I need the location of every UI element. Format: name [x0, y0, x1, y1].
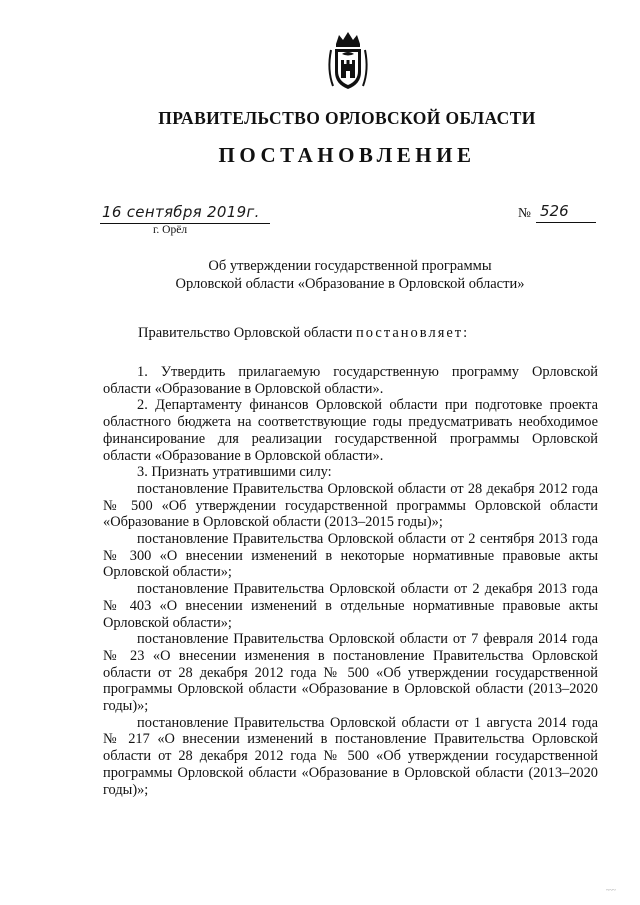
- orel-coat-of-arms-icon: [325, 30, 371, 92]
- paragraph: постановление Правительства Орловской области от 7 февраля 2014 года № 23 «О внесении изменения в постановление Правительства Орловской области от 28 декабря 2012 года № 500 «Об утверждении государственной программы Орловской области «Образование в Орловской области (2013–2020 годы)»;: [103, 631, 598, 715]
- scan-mark: ~~~: [606, 888, 616, 894]
- handwritten-date: 16 сентября 2019г.: [102, 203, 260, 221]
- number-sign: №: [518, 205, 531, 220]
- paragraph: постановление Правительства Орловской области от 1 августа 2014 года № 217 «О внесении изменений в постановление Правительства Орловской области от 28 декабря 2012 года № 500 «Об утверждении государственной программы Орловской области «Образование в Орловской области (2013–2020 годы)»;: [103, 714, 598, 798]
- preamble-text: Правительство Орловской области: [138, 325, 357, 341]
- government-title: ПРАВИТЕЛЬСТВО ОРЛОВСКОЙ ОБЛАСТИ: [158, 108, 536, 128]
- subject-line-2: Орловской области «Образование в Орловской области»: [175, 275, 525, 292]
- paragraph: постановление Правительства Орловской области от 2 декабря 2013 года № 403 «О внесении изменений в отдельные нормативные правовые акты Орловской области»;: [103, 581, 598, 631]
- preamble: [138, 325, 469, 342]
- city-label: г. Орёл: [153, 224, 188, 236]
- handwritten-number: 526: [540, 202, 569, 220]
- paragraph: постановление Правительства Орловской области от 28 декабря 2012 года № 500 «Об утверждении государственной программы Орловской области «Образование в Орловской области (2013–2015 годы)»;: [103, 480, 598, 531]
- paragraph: 1. Утвердить прилагаемую государственную программу Орловской области «Образование в Орловской области».: [103, 364, 598, 397]
- preamble-verb: постановляет:: [356, 325, 470, 341]
- paragraph: 3. Признать утратившими силу:: [137, 464, 332, 481]
- document-subject: [150, 258, 550, 293]
- document-type: ПОСТАНОВЛЕНИЕ: [218, 143, 476, 167]
- subject-line-1: Об утверждении государственной программы: [208, 258, 492, 274]
- paragraph: 2. Департаменту финансов Орловской области при подготовке проекта областного бюджета на соответствующие годы предусматривать необходимое финансирование для реализации государственной программы Орловской области «Образование в Орловской области».: [103, 397, 598, 464]
- paragraph: постановление Правительства Орловской области от 2 сентября 2013 года № 300 «О внесении изменений в некоторые нормативные правовые акты Орловской области»;: [103, 531, 598, 581]
- resolution-body: [103, 364, 598, 798]
